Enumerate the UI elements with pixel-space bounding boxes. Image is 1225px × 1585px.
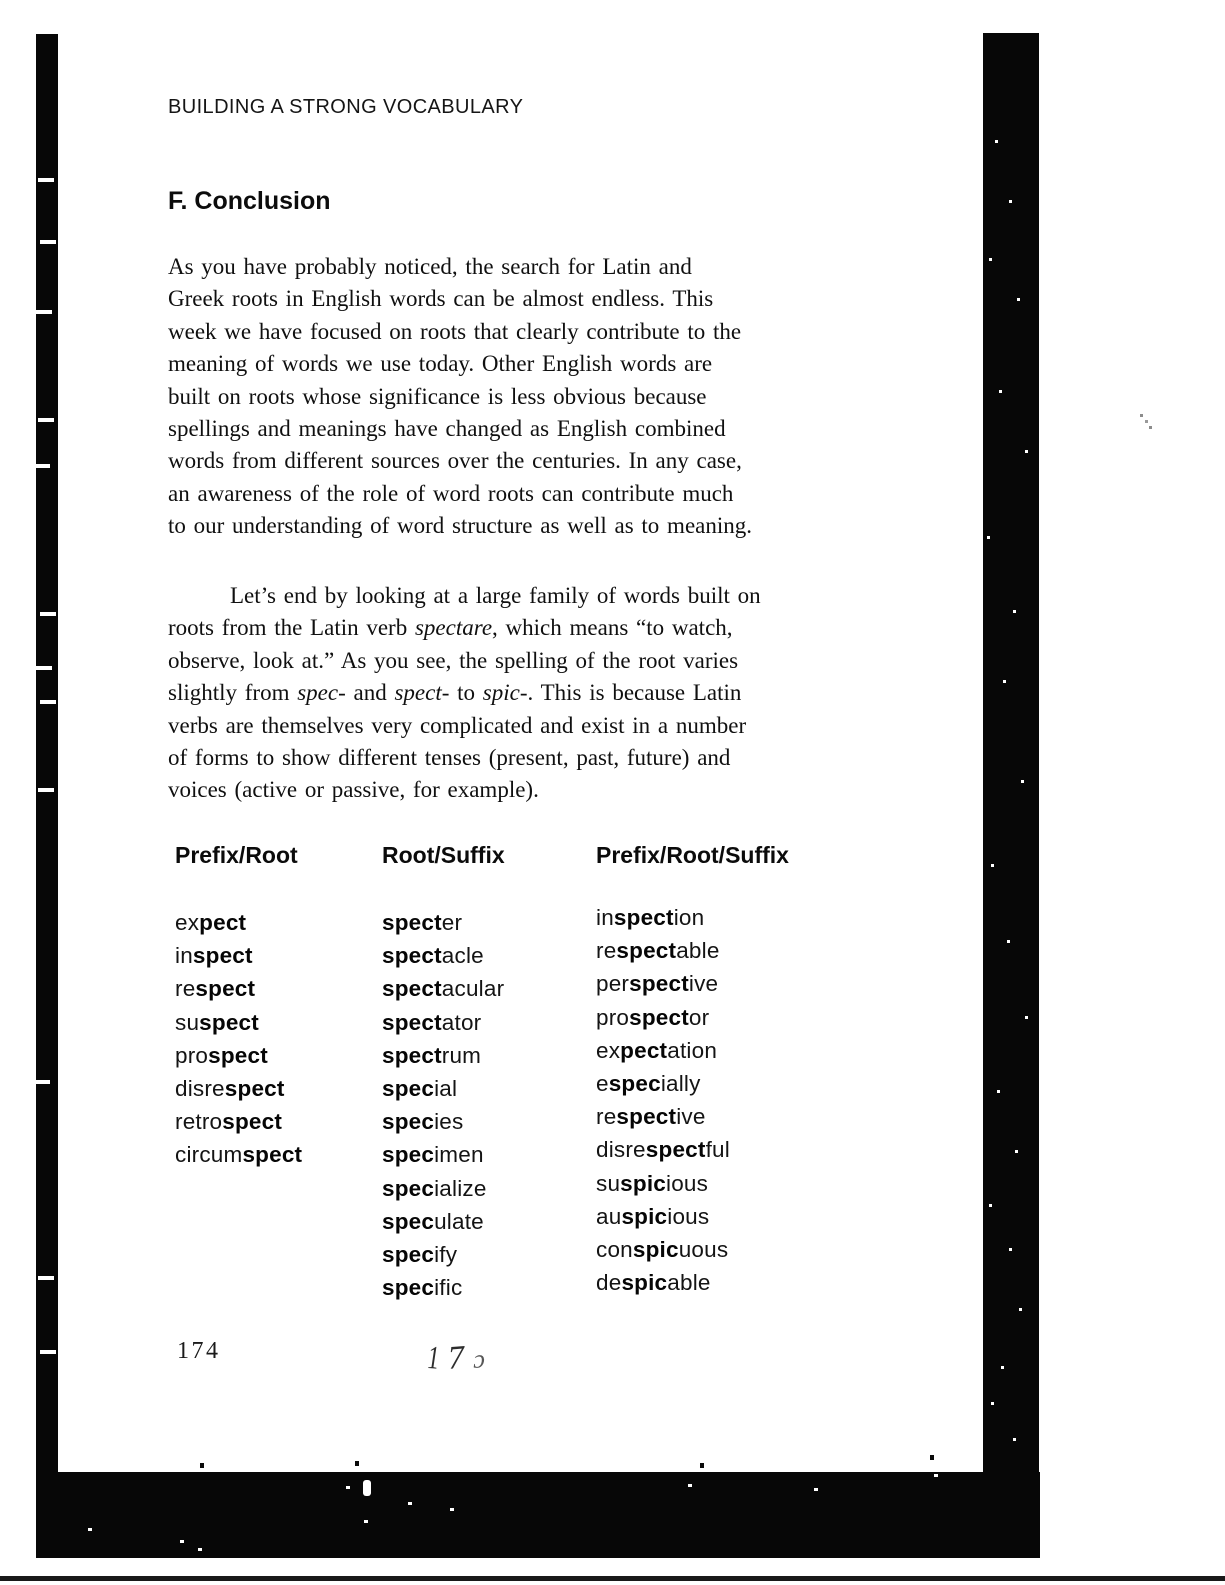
word-row bbox=[382, 1039, 504, 1072]
text-line bbox=[168, 348, 878, 380]
word-root-bold: spect bbox=[613, 905, 674, 930]
word-root-bold: spec bbox=[382, 1275, 435, 1301]
word-row bbox=[175, 1006, 302, 1039]
word-root-bold: spect bbox=[616, 1104, 677, 1130]
word-part: ious bbox=[666, 1170, 709, 1196]
word-row bbox=[175, 906, 302, 939]
word-root-bold: spic bbox=[620, 1170, 666, 1196]
word-part: ious bbox=[667, 1203, 710, 1229]
word-row bbox=[596, 1100, 730, 1133]
word-row bbox=[382, 972, 504, 1005]
scan-bottom-rule bbox=[0, 1576, 1225, 1581]
word-row bbox=[596, 1034, 730, 1067]
word-part: re bbox=[596, 1104, 617, 1130]
word-row bbox=[175, 1072, 302, 1105]
text-run: Let’s end by looking at a large family of words built on bbox=[230, 583, 761, 608]
scan-margin-smudge bbox=[1140, 414, 1143, 417]
word-part: retro bbox=[175, 1109, 223, 1135]
word-row bbox=[175, 1138, 302, 1171]
text-line bbox=[168, 478, 878, 510]
word-root-bold: spect bbox=[382, 910, 442, 935]
scan-binding-bar-left bbox=[36, 34, 58, 1472]
running-head: BUILDING A STRONG VOCABULARY bbox=[168, 96, 524, 118]
italic-term: spect- bbox=[394, 680, 450, 706]
word-root-bold: spec bbox=[608, 1070, 661, 1096]
word-root-bold: spec bbox=[382, 1175, 435, 1201]
word-row bbox=[596, 934, 730, 967]
word-row bbox=[596, 1200, 730, 1233]
word-row bbox=[382, 906, 504, 939]
word-row bbox=[382, 1238, 504, 1271]
text-line bbox=[168, 251, 878, 283]
text-run: and bbox=[345, 680, 395, 706]
italic-term: spectare bbox=[414, 615, 493, 641]
word-part: pro bbox=[596, 1004, 630, 1030]
text-run: As you have probably noticed, the search for Latin and bbox=[168, 254, 692, 279]
word-root-bold: spic bbox=[621, 1270, 668, 1296]
word-row bbox=[596, 1001, 730, 1034]
text-run: , which means “to watch, bbox=[492, 615, 733, 641]
word-root-bold: spect bbox=[242, 1142, 303, 1168]
word-root-bold: spect bbox=[629, 971, 689, 997]
text-line bbox=[168, 445, 878, 477]
text-line bbox=[168, 612, 878, 644]
text-run: to our understanding of word structure as well as to meaning. bbox=[168, 513, 753, 539]
word-root-bold: spec bbox=[382, 1075, 435, 1101]
word-part: de bbox=[596, 1270, 622, 1296]
word-part: disre bbox=[596, 1137, 646, 1163]
body-paragraph-1 bbox=[168, 251, 878, 543]
text-run: . This is because Latin bbox=[527, 680, 742, 706]
word-root-bold: spect bbox=[224, 1075, 285, 1101]
word-row bbox=[596, 1167, 730, 1200]
italic-term: spec- bbox=[297, 680, 346, 706]
word-part: ator bbox=[441, 1009, 482, 1035]
text-run: built on roots whose significance is less obvious because bbox=[168, 383, 707, 409]
text-run: of forms to show different tenses (present, past, future) and bbox=[168, 745, 731, 771]
word-part: er bbox=[441, 910, 463, 935]
word-root-bold: spect bbox=[192, 943, 253, 969]
print-smudge-char: ɔ bbox=[472, 1344, 491, 1375]
word-root-bold: pect bbox=[199, 910, 247, 935]
word-row bbox=[382, 1271, 504, 1304]
word-part: au bbox=[596, 1203, 622, 1229]
print-smudge-char: 7 bbox=[446, 1339, 473, 1377]
word-part: able bbox=[676, 938, 720, 964]
text-line bbox=[168, 742, 878, 774]
word-root-bold: spect bbox=[222, 1109, 283, 1135]
word-part: ialize bbox=[434, 1175, 487, 1201]
word-part: pro bbox=[175, 1042, 209, 1068]
word-part: ific bbox=[434, 1275, 463, 1301]
word-row bbox=[175, 972, 302, 1005]
text-run: to bbox=[449, 680, 483, 706]
word-row bbox=[596, 1133, 730, 1166]
word-root-bold: spect bbox=[629, 1004, 689, 1030]
text-run: an awareness of the role of word roots can contribute much bbox=[168, 480, 734, 506]
text-line bbox=[168, 774, 878, 806]
word-part: uous bbox=[678, 1236, 729, 1262]
word-part: acular bbox=[441, 976, 505, 1002]
word-part: ive bbox=[676, 1104, 706, 1130]
print-smudge-char: 1 bbox=[427, 1340, 445, 1378]
text-line bbox=[168, 677, 878, 709]
word-row bbox=[382, 1072, 504, 1105]
word-part: re bbox=[175, 976, 196, 1002]
text-line bbox=[168, 413, 878, 445]
text-run: voices (active or passive, for example). bbox=[168, 777, 539, 803]
word-root-bold: spic bbox=[621, 1203, 668, 1229]
text-line bbox=[168, 510, 878, 542]
word-row bbox=[382, 1105, 504, 1138]
word-root-bold: spec bbox=[382, 1142, 435, 1168]
text-line bbox=[168, 381, 878, 413]
text-line bbox=[168, 645, 878, 677]
italic-term: spic- bbox=[482, 680, 528, 706]
word-root-bold: spect bbox=[208, 1042, 268, 1068]
word-part: able bbox=[667, 1270, 711, 1296]
word-root-bold: spect bbox=[382, 943, 442, 969]
word-part: ive bbox=[688, 971, 719, 997]
word-part: acle bbox=[441, 943, 484, 969]
text-run: slightly from bbox=[168, 680, 298, 706]
word-part: rum bbox=[441, 1042, 482, 1068]
text-run: verbs are themselves very complicated and exist in a number bbox=[168, 712, 747, 738]
word-part: disre bbox=[175, 1075, 225, 1101]
word-row bbox=[596, 967, 730, 1000]
word-part: ion bbox=[673, 905, 705, 930]
scan-tick-artifacts bbox=[200, 1463, 204, 1468]
text-run: spellings and meanings have changed as English combined bbox=[168, 416, 726, 442]
text-run: roots from the Latin verb bbox=[168, 615, 415, 641]
text-run: meaning of words we use today. Other English words are bbox=[168, 351, 713, 377]
word-part: or bbox=[688, 1004, 710, 1030]
word-root-bold: pect bbox=[620, 1037, 668, 1063]
word-row bbox=[382, 1006, 504, 1039]
word-part: ulate bbox=[434, 1208, 484, 1234]
page-number: 174 bbox=[177, 1338, 221, 1364]
word-list-root-suffix bbox=[382, 906, 504, 1304]
word-part: su bbox=[175, 1009, 200, 1035]
word-list-prefix-root bbox=[175, 906, 302, 1172]
word-part: in bbox=[596, 905, 614, 930]
text-line bbox=[168, 316, 878, 348]
word-root-bold: spic bbox=[632, 1236, 679, 1262]
word-part: con bbox=[596, 1236, 633, 1262]
word-part: re bbox=[596, 938, 617, 964]
word-row bbox=[175, 1039, 302, 1072]
word-row bbox=[382, 1205, 504, 1238]
text-run: Greek roots in English words can be almost endless. This bbox=[168, 286, 714, 312]
word-row bbox=[596, 1067, 730, 1100]
word-part: imen bbox=[434, 1142, 484, 1168]
word-part: ex bbox=[175, 910, 200, 935]
scan-notch-artifacts bbox=[38, 178, 54, 182]
print-smudge bbox=[424, 1339, 494, 1378]
word-list-prefix-root-suffix bbox=[596, 901, 730, 1299]
word-root-bold: spect bbox=[382, 976, 442, 1002]
word-part: ful bbox=[705, 1137, 730, 1163]
word-part: ies bbox=[434, 1109, 464, 1135]
word-root-bold: spect bbox=[199, 1009, 259, 1035]
word-root-bold: spect bbox=[645, 1137, 706, 1163]
word-row bbox=[175, 939, 302, 972]
column-header-prefix-root: Prefix/Root bbox=[175, 842, 298, 868]
word-part: circum bbox=[175, 1142, 243, 1168]
body-paragraph-2 bbox=[168, 580, 878, 807]
column-header-root-suffix: Root/Suffix bbox=[382, 842, 505, 868]
word-row bbox=[382, 1138, 504, 1171]
scan-speckle-artifacts-right bbox=[995, 140, 998, 143]
word-part: e bbox=[596, 1070, 609, 1096]
word-root-bold: spec bbox=[382, 1208, 435, 1234]
text-run: observe, look at.” As you see, the spelling of the root varies bbox=[168, 647, 739, 673]
word-row bbox=[596, 1266, 730, 1299]
word-part: per bbox=[596, 971, 630, 997]
word-part: in bbox=[175, 943, 193, 969]
word-row bbox=[382, 1172, 504, 1205]
word-part: ially bbox=[660, 1070, 701, 1096]
word-root-bold: spec bbox=[382, 1109, 435, 1135]
word-root-bold: spec bbox=[382, 1241, 435, 1267]
text-run: words from different sources over the centuries. In any case, bbox=[168, 448, 742, 474]
scan-blob-artifact bbox=[363, 1480, 371, 1496]
text-run: week we have focused on roots that clearly contribute to the bbox=[168, 318, 742, 344]
text-line bbox=[168, 710, 878, 742]
text-line bbox=[168, 580, 878, 612]
word-part: ify bbox=[434, 1241, 458, 1267]
word-root-bold: spect bbox=[382, 1009, 442, 1035]
word-root-bold: spect bbox=[382, 1042, 442, 1068]
word-part: ation bbox=[667, 1037, 718, 1063]
word-row bbox=[382, 939, 504, 972]
word-row bbox=[596, 901, 730, 934]
word-root-bold: spect bbox=[195, 976, 256, 1002]
word-root-bold: spect bbox=[616, 938, 677, 964]
word-part: ex bbox=[596, 1037, 621, 1063]
scan-speckle-artifacts-bottom bbox=[88, 1528, 92, 1531]
column-header-prefix-root-suffix: Prefix/Root/Suffix bbox=[596, 842, 789, 868]
scan-edge-bar-right bbox=[983, 33, 1039, 1472]
scan-bottom-band bbox=[36, 1472, 1040, 1558]
word-row bbox=[596, 1233, 730, 1266]
text-line bbox=[168, 283, 878, 315]
word-part: su bbox=[596, 1170, 621, 1196]
word-part: ial bbox=[434, 1075, 458, 1101]
word-row bbox=[175, 1105, 302, 1138]
section-title: F. Conclusion bbox=[168, 187, 331, 215]
